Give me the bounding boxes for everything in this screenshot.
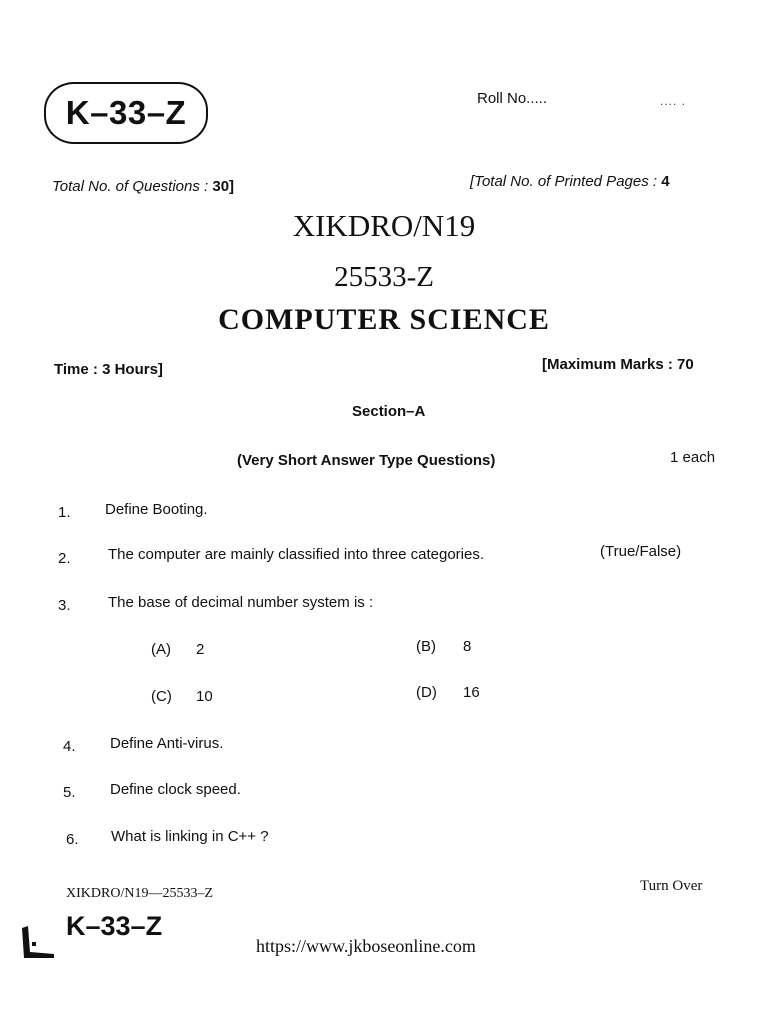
section-heading: Section–A [352, 403, 426, 420]
total-questions-value: 30] [212, 178, 235, 195]
question-text: The computer are mainly classified into three categories. [108, 546, 485, 563]
question-text: Define Booting. [105, 501, 208, 518]
scan-mark-icon [18, 922, 58, 960]
question-number: 1. [58, 504, 71, 521]
footer-code-line: XIKDRO/N19—25533–Z [66, 886, 213, 901]
roll-no-dots: .... . [660, 94, 687, 108]
total-questions-label: Total No. of Questions : [52, 178, 209, 195]
question-number: 4. [63, 738, 76, 755]
question-text: What is linking in C++ ? [111, 828, 269, 845]
question-number: 2. [58, 550, 71, 567]
question-text: Define clock speed. [110, 781, 241, 798]
option-value: 16 [463, 684, 480, 701]
option-label: (A) [151, 641, 171, 658]
total-pages-label: [Total No. of Printed Pages : [470, 173, 658, 190]
total-pages-value: 4 [661, 173, 670, 190]
exam-code-title: XIKDRO/N19 [292, 208, 476, 243]
option-label: (B) [416, 638, 436, 655]
option-value: 10 [196, 688, 213, 705]
option-label: (C) [151, 688, 172, 705]
subject-code-title: 25533-Z [334, 261, 434, 293]
section-marks: 1 each [670, 449, 716, 466]
question-text: Define Anti-virus. [110, 735, 224, 752]
turn-over-label: Turn Over [640, 878, 703, 894]
section-type: (Very Short Answer Type Questions) [237, 452, 496, 469]
roll-no-label: Roll No..... [477, 90, 548, 107]
option-label: (D) [416, 684, 437, 701]
footer-url: https://www.jkboseonline.com [256, 936, 476, 956]
option-value: 2 [196, 641, 205, 658]
total-pages [470, 173, 670, 190]
subject-title: COMPUTER SCIENCE [218, 303, 550, 336]
maximum-marks: [Maximum Marks : 70 [542, 356, 694, 373]
footer-paper-code: K–33–Z [66, 911, 163, 941]
option-value: 8 [463, 638, 472, 655]
question-number: 6. [66, 831, 79, 848]
paper-code-badge: K–33–Z [44, 82, 208, 144]
total-questions [52, 178, 234, 195]
question-suffix: (True/False) [600, 543, 682, 560]
question-text: The base of decimal number system is : [108, 594, 374, 611]
question-number: 5. [63, 784, 76, 801]
question-number: 3. [58, 597, 71, 614]
time-allowed: Time : 3 Hours] [54, 361, 163, 378]
